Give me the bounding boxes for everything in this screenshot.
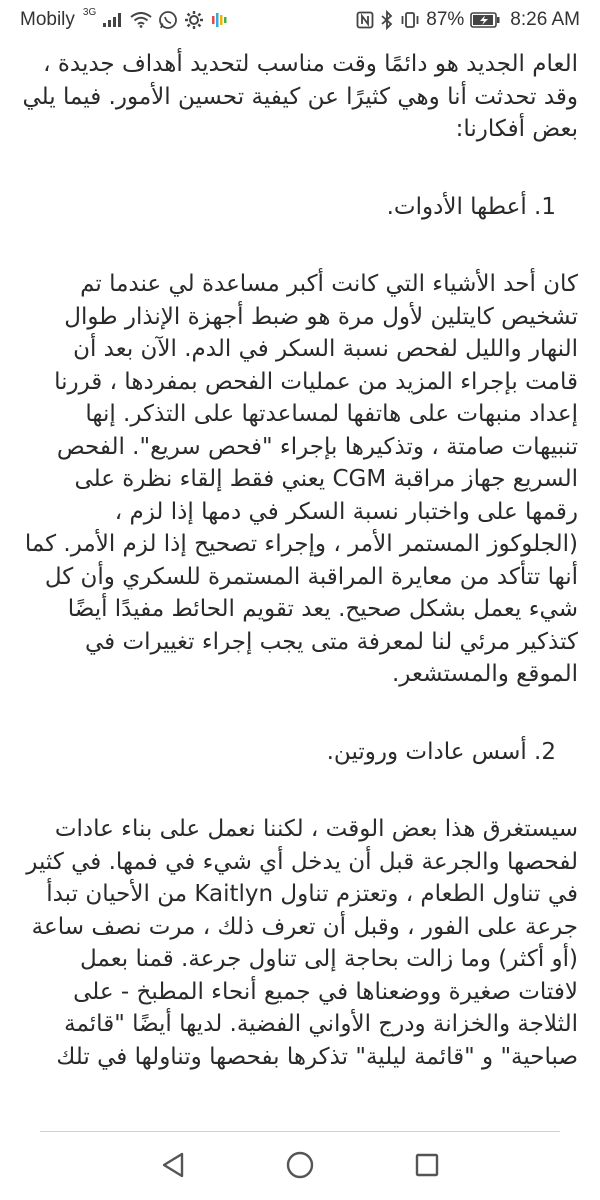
battery-icon (470, 12, 500, 28)
home-icon (285, 1150, 315, 1184)
recents-button[interactable] (397, 1137, 457, 1197)
back-button[interactable] (143, 1137, 203, 1197)
section-body-1: كان أحد الأشياء التي كانت أكبر مساعدة لي عندما تم تشخيص كايتلين لأول مرة هو ضبط أجهزة الإنذار طوال النهار والليل لفحص نسبة السكر في الدم. الآن بعد أن قامت بإجراء المزيد من عمليات الفحص بمفردها ، قررنا إعداد منبهات على هاتفها لمساعدتها على التذكر. إنها تنبيهات صامتة ، وتذكيرها بإجراء "فحص سريع". الفحص السريع جهاز مراقبة CGM يعني فقط إلقاء نظرة على رقمها على واختبار نسبة السكر في دمها إذا لزم ، (الجلوكوز المستمر الأمر ، وإجراء تصحيح إذا لزم الأمر. كما أنها تتأكد من معايرة المراقبة المستمرة للسكري وأن كل شيء يعمل بشكل صحيح. يعد تقويم الحائط مفيدًا أيضًا كتذكير مرئي لنا لمعرفة متى يجب إجراء تغييرات في الموقع والمستشعر. (24, 271, 578, 687)
status-bar-left (20, 6, 230, 31)
navigation-bar (0, 1134, 600, 1200)
battery-percentage: 87% (426, 9, 465, 30)
settings-icon (184, 10, 204, 30)
network-type: 3G (82, 6, 97, 18)
section-body-2: سيستغرق هذا بعض الوقت ، لكننا نعمل على بناء عادات لفحصها والجرعة قبل أن يدخل أي شيء في فمها. في كثير في تناول الطعام ، وتعتزم تناول Kaitlyn من الأحيان تبدأ جرعة على الفور ، وقبل أن تعرف ذلك ، مرت نصف ساعة (أو أكثر) وما زالت بحاجة إلى تناول جرعة. قمنا بعمل لافتات صغيرة ووضعناها في جميع أنحاء المطبخ - على الثلاجة والخزانة ودرج الأواني الفضية. لديها أيضًا "قائمة صباحية" و "قائمة ليلية" تذكرها بفحصها وتناولها في تلك (26, 816, 578, 1070)
app-icon (210, 10, 230, 30)
section-heading-2: 2. أسس عادات وروتين. (326, 738, 556, 765)
article-body (22, 48, 578, 1118)
status-bar-right (356, 9, 580, 31)
clock: 8:26 AM (510, 9, 580, 30)
content-divider (40, 1131, 560, 1132)
nfc-icon (356, 11, 374, 29)
signal-icon (102, 12, 124, 28)
recents-icon (414, 1152, 440, 1182)
carrier-name: Mobily (20, 9, 75, 30)
article-intro: العام الجديد هو دائمًا وقت مناسب لتحديد أهداف جديدة ، وقد تحدثت أنا وهي كثيرًا عن كيفية تحسين الأمور. فيما يلي بعض أفكارنا: (22, 51, 578, 142)
home-button[interactable] (270, 1137, 330, 1197)
status-bar (0, 0, 600, 40)
bluetooth-icon (380, 10, 394, 30)
vibrate-icon (400, 10, 420, 30)
back-icon (160, 1151, 186, 1183)
wifi-icon (130, 12, 152, 28)
section-heading-1: 1. أعطها الأدوات. (386, 193, 556, 220)
whatsapp-icon (158, 10, 178, 30)
